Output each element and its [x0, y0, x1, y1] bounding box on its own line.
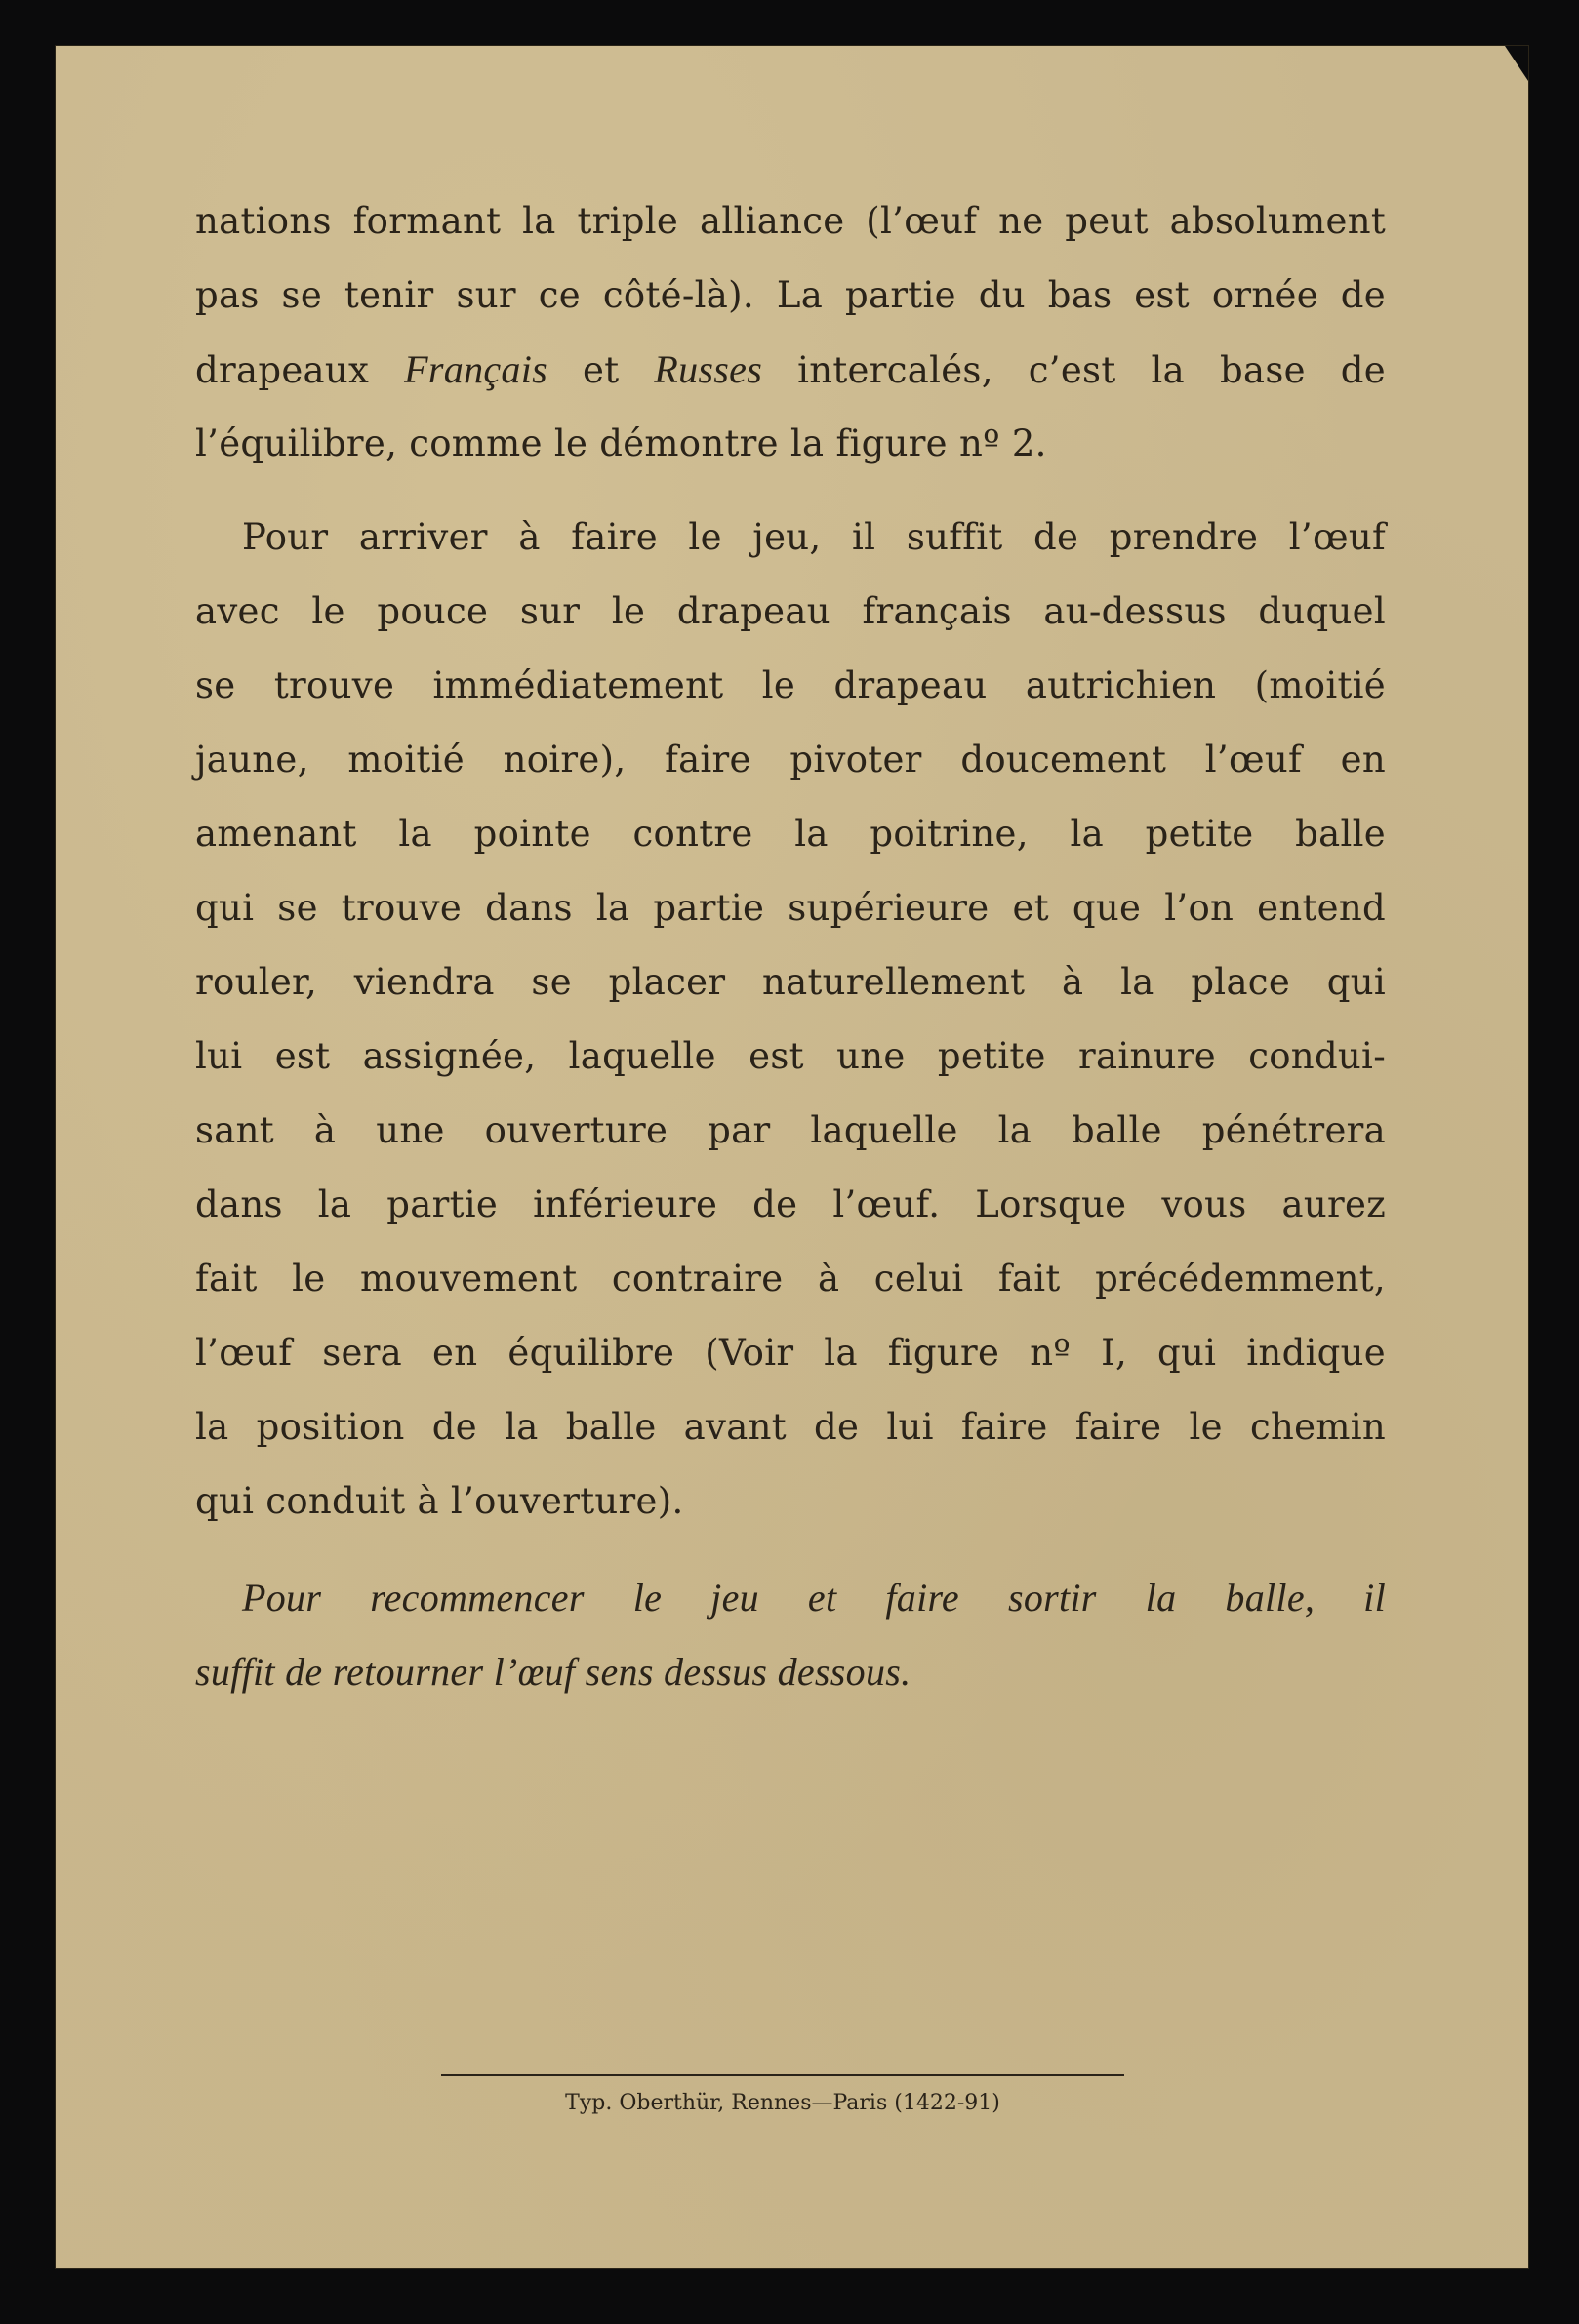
text-line: fait le mouvement contraire à celui fait précédemment, [195, 1258, 1386, 1300]
footer-rule [441, 2074, 1124, 2076]
text-line: l’œuf sera en équilibre (Voir la figure nº I, qui indique [195, 1332, 1386, 1374]
text-line: rouler, viendra se placer naturellement à la place qui [195, 961, 1386, 1003]
text-line: jaune, moitié noire), faire pivoter doucement l’œuf en [195, 739, 1386, 781]
text-line: qui se trouve dans la partie supérieure et que l’on entend [195, 887, 1386, 929]
text-line: dans la partie inférieure de l’œuf. Lorsque vous aurez [195, 1183, 1386, 1225]
text-line: sant à une ouverture par laquelle la balle pénétrera [195, 1109, 1386, 1151]
italic-word-russes: Russes [654, 347, 763, 391]
text-line: amenant la pointe contre la poitrine, la petite balle [195, 813, 1386, 855]
printer-imprint: Typ. Oberthür, Rennes—Paris (1422-91) [565, 2091, 1000, 2115]
text-line: l’équilibre, comme le démontre la figure nº 2. [195, 422, 1047, 464]
text-run: drapeaux [195, 349, 405, 391]
text-line: Pour arriver à faire le jeu, il suffit de prendre l’œuf [242, 516, 1386, 558]
text-line [195, 346, 1386, 394]
text-line: la position de la balle avant de lui faire faire le chemin [195, 1406, 1386, 1448]
text-line: qui conduit à l’ouverture). [195, 1480, 684, 1522]
text-line: lui est assignée, laquelle est une petite rainure condui- [195, 1035, 1386, 1077]
text-run: et [547, 349, 655, 391]
text-line: pas se tenir sur ce côté-là). La partie du bas est ornée de [195, 274, 1386, 316]
text-line: nations formant la triple alliance (l’œuf ne peut absolument [195, 200, 1386, 242]
text-line: se trouve immédiatement le drapeau autrichien (moitié [195, 664, 1386, 706]
text-run: intercalés, c’est la base de [762, 349, 1386, 391]
text-line: suffit de retourner l’œuf sens dessus dessous. [195, 1650, 911, 1694]
text-line: Pour recommencer le jeu et faire sortir la balle, il [242, 1576, 1386, 1620]
italic-word-francais: Français [404, 347, 548, 391]
text-line: avec le pouce sur le drapeau français au-dessus duquel [195, 590, 1386, 632]
